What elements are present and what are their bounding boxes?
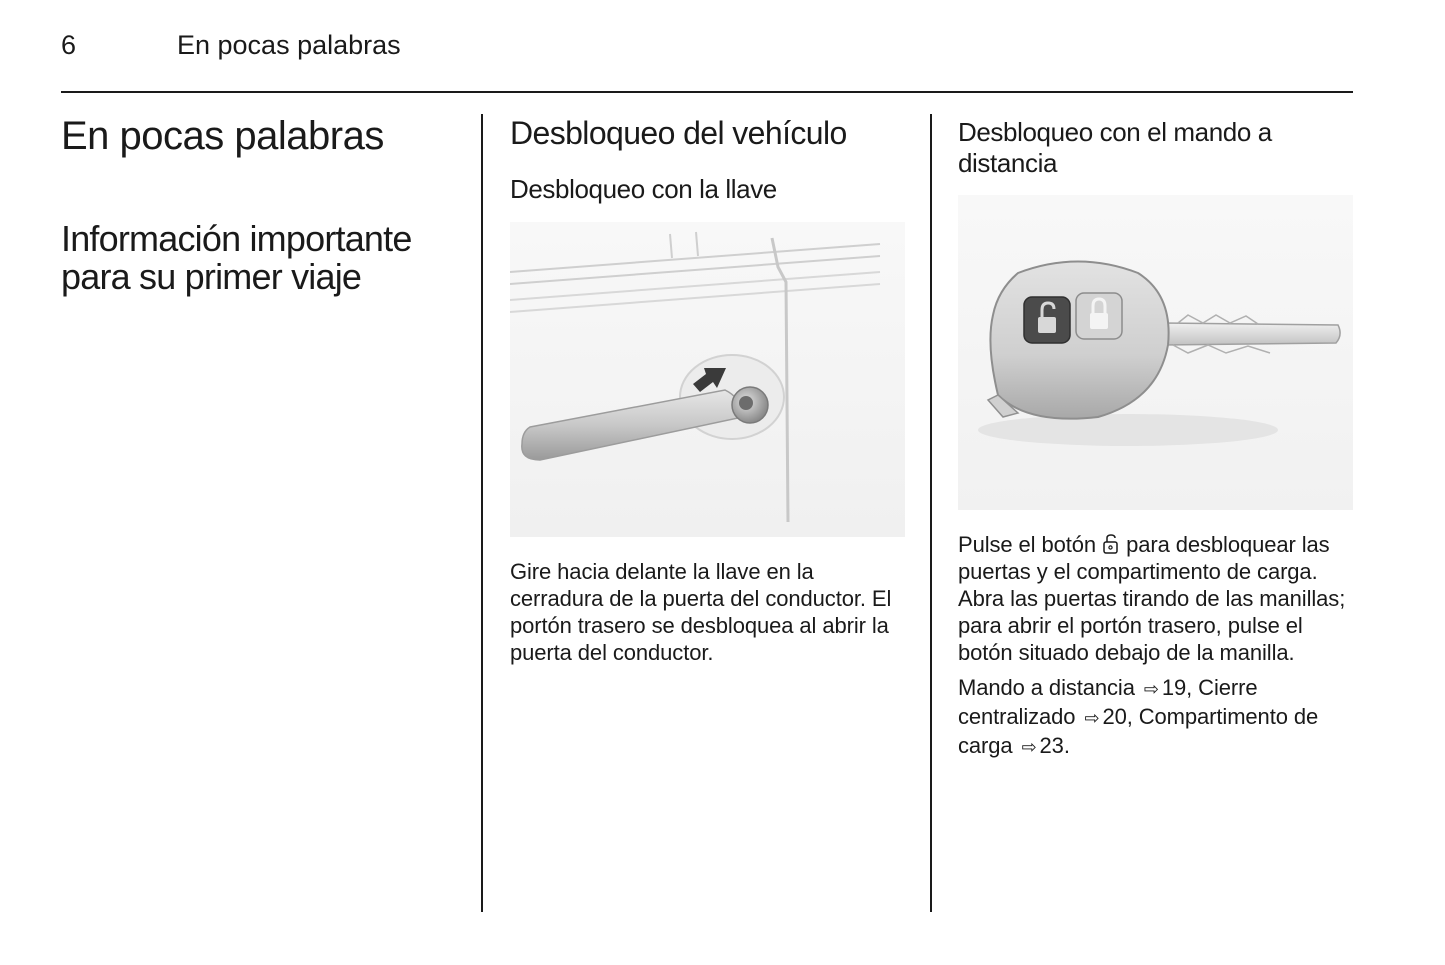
section-title: Información importante para su primer viaje — [61, 218, 412, 297]
page-number: 6 — [61, 30, 77, 60]
page-ref-arrow-icon: ⇨ — [1084, 708, 1100, 728]
key-unlock-paragraph: Gire hacia delante la llave en la cerradura de la puerta del conductor. El portón trasero se desbloquea al abrir la puerta del conductor. — [510, 559, 892, 665]
ref-central-locking[interactable]: Cierre centralizado — [958, 675, 1258, 729]
column-divider-1 — [481, 114, 483, 912]
page-ref-arrow-icon: ⇨ — [1143, 679, 1159, 699]
heading-vehicle-unlock: Desbloqueo del vehículo — [510, 115, 847, 151]
ref-central-locking-page[interactable]: 20 — [1102, 704, 1127, 729]
ref-load-compartment-page[interactable]: 23 — [1039, 733, 1064, 758]
subheading-key-unlock: Desbloqueo con la llave — [510, 174, 777, 204]
door-handle-illustration — [510, 222, 905, 537]
paragraph-text-before-icon: Pulse el botón — [958, 532, 1097, 557]
unlock-padlock-icon — [1102, 533, 1120, 555]
running-header: En pocas palabras — [177, 30, 401, 60]
page-ref-arrow-icon: ⇨ — [1021, 737, 1037, 757]
chapter-title: En pocas palabras — [61, 114, 384, 158]
header-rule — [61, 91, 1353, 93]
ref-load-compartment[interactable]: Compartimento de carga — [958, 704, 1319, 758]
ref-remote-control-page[interactable]: 19 — [1161, 675, 1187, 700]
remote-unlock-text — [958, 531, 1356, 769]
cross-references: Mando a distancia ⇨ 19, Cierre centralizado ⇨ 20, Compartimento de carga ⇨ 23. — [958, 675, 1319, 758]
subheading-remote-unlock: Desbloqueo con el mando a distancia — [958, 117, 1272, 178]
remote-key-illustration — [958, 195, 1353, 510]
paragraph-text-after-icon: para desbloquear las puertas y el compartimento de carga. Abra las puertas tirando de las manillas; para abrir el portón trasero, pulse el botón situado debajo de la manilla. — [958, 532, 1346, 665]
column-divider-2 — [930, 114, 932, 912]
ref-remote-control[interactable]: Mando a distancia — [958, 675, 1135, 700]
remote-unlock-paragraph — [958, 531, 1356, 666]
